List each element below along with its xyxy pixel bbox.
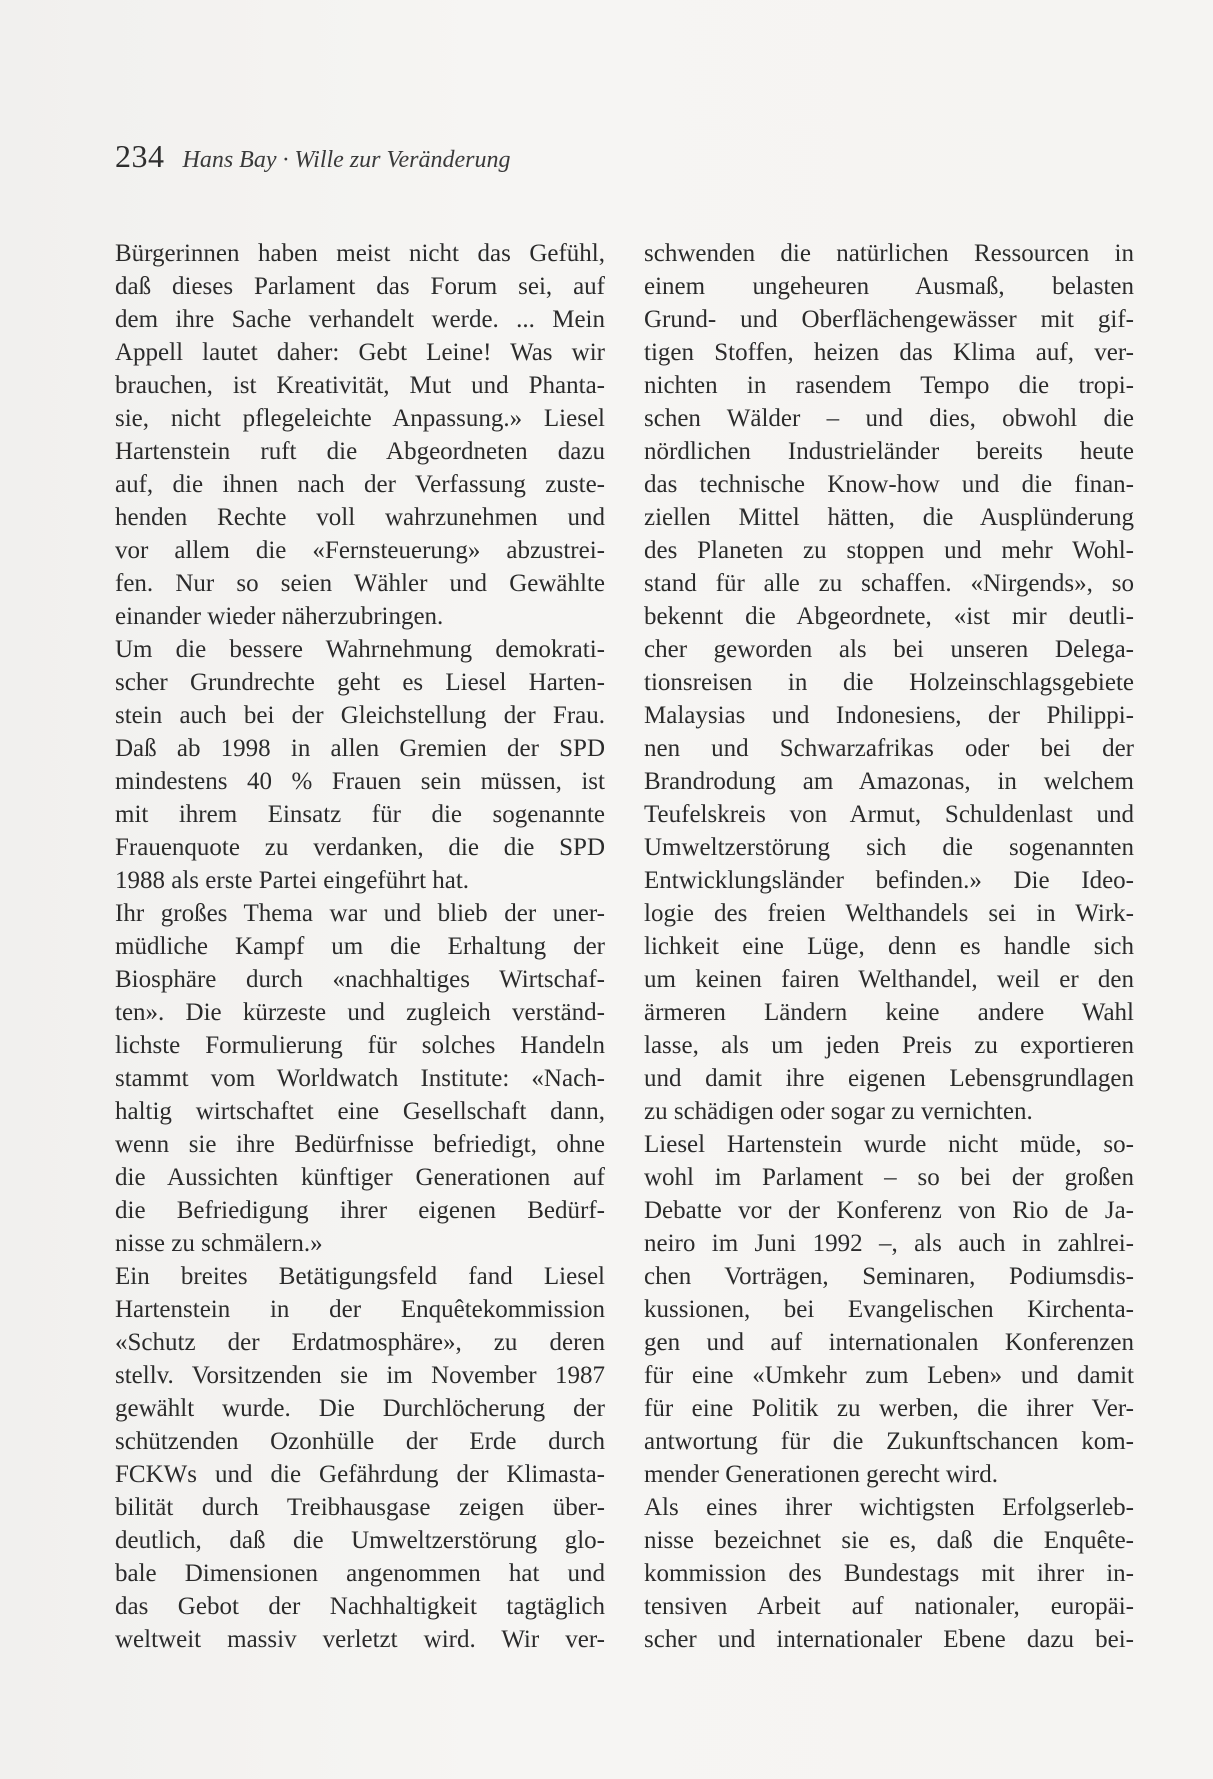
text-line: stammt vom Worldwatch Institute: «Nach- [115,1065,605,1092]
text-line: lichste Formulierung für solches Handeln [115,1032,605,1059]
text-line: 1988 als erste Partei eingeführt hat. [115,867,470,894]
text-line: deutlich, daß die Umweltzerstörung glo- [115,1527,605,1554]
text-line: Malaysias und Indonesiens, der Philippi- [644,702,1134,729]
text-line: Brandrodung am Amazonas, in welchem [644,768,1134,795]
text-line: auf, die ihnen nach der Verfassung zuste- [115,471,605,498]
text-line: ten». Die kürzeste und zugleich verständ- [115,999,605,1026]
text-line: bekennt die Abgeordnete, «ist mir deutli- [644,603,1134,630]
text-line: fen. Nur so seien Wähler und Gewählte [115,570,605,597]
text-line: Liesel Hartenstein wurde nicht müde, so- [644,1131,1134,1158]
text-line: Bürgerinnen haben meist nicht das Gefühl, [115,240,605,267]
text-line: tionsreisen in die Holzeinschlagsgebiete [644,669,1134,696]
text-line: müdliche Kampf um die Erhaltung der [115,933,605,960]
text-line: brauchen, ist Kreativität, Mut und Phanta- [115,372,605,399]
text-line: stand für alle zu schaffen. «Nirgends», so [644,570,1134,597]
text-line: nördlichen Industrieländer bereits heute [644,438,1134,465]
text-line: einem ungeheuren Ausmaß, belasten [644,273,1134,300]
text-line: kussionen, bei Evangelischen Kirchenta- [644,1296,1134,1323]
text-line: schützenden Ozonhülle der Erde durch [115,1428,605,1455]
text-line: schwenden die natürlichen Ressourcen in [644,240,1134,267]
text-line: um keinen fairen Welthandel, weil er den [644,966,1134,993]
text-line: logie des freien Welthandels sei in Wirk- [644,900,1134,927]
text-line: gen und auf internationalen Konferenzen [644,1329,1134,1356]
text-line: einander wieder näherzubringen. [115,603,444,630]
text-line: neiro im Juni 1992 –, als auch in zahlrei- [644,1230,1134,1257]
text-line: gewählt wurde. Die Durchlöcherung der [115,1395,605,1422]
text-line: cher geworden als bei unseren Delega- [644,636,1134,663]
text-line: chen Vorträgen, Seminaren, Podiumsdis- [644,1263,1134,1290]
text-line: Um die bessere Wahrnehmung demokrati- [115,636,605,663]
text-line: mender Generationen gerecht wird. [644,1461,999,1488]
text-line: und damit ihre eigenen Lebensgrundlagen [644,1065,1134,1092]
text-line: henden Rechte voll wahrzunehmen und [115,504,605,531]
paragraph [115,897,605,1260]
text-line: Debatte vor der Konferenz von Rio de Ja- [644,1197,1134,1224]
text-line: die Aussichten künftiger Generationen auf [115,1164,605,1191]
running-head [115,136,510,183]
paragraph [115,237,605,633]
text-line: stellv. Vorsitzenden sie im November 1987 [115,1362,605,1389]
text-line: vor allem die «Fernsteuerung» abzustrei- [115,537,605,564]
text-line: daß dieses Parlament das Forum sei, auf [115,273,605,300]
page-number: 234 [115,138,165,174]
text-line: Entwicklungsländer befinden.» Die Ideo- [644,867,1134,894]
text-line: Ein breites Betätigungsfeld fand Liesel [115,1263,605,1290]
text-line: lasse, als um jeden Preis zu exportieren [644,1032,1134,1059]
text-line: Frauenquote zu verdanken, die die SPD [115,834,605,861]
text-line: Biosphäre durch «nachhaltiges Wirtschaf- [115,966,605,993]
text-line: Grund- und Oberflächengewässer mit gif- [644,306,1134,333]
text-line: bilität durch Treibhausgase zeigen über- [115,1494,605,1521]
paragraph [644,1491,1134,1656]
left-text-column [115,237,605,1656]
text-line: ziellen Mittel hätten, die Ausplünderung [644,504,1134,531]
text-line: lichkeit eine Lüge, denn es handle sich [644,933,1134,960]
paragraph [644,1128,1134,1491]
paragraph [115,1260,605,1656]
text-line: wohl im Parlament – so bei der großen [644,1164,1134,1191]
text-line: scher Grundrechte geht es Liesel Harten- [115,669,605,696]
text-line: Hartenstein ruft die Abgeordneten dazu [115,438,605,465]
text-line: kommission des Bundestags mit ihrer in- [644,1560,1134,1587]
text-line: tensiven Arbeit auf nationaler, europäi- [644,1593,1134,1620]
text-line: Umweltzerstörung sich die sogenannten [644,834,1134,861]
text-line: weltweit massiv verletzt wird. Wir ver- [115,1626,605,1653]
text-line: ärmeren Ländern keine andere Wahl [644,999,1134,1026]
text-line: die Befriedigung ihrer eigenen Bedürf- [115,1197,605,1224]
text-line: haltig wirtschaftet eine Gesellschaft dann, [115,1098,605,1125]
text-line: nen und Schwarzafrikas oder bei der [644,735,1134,762]
text-line: Daß ab 1998 in allen Gremien der SPD [115,735,605,762]
text-line: nisse zu schmälern.» [115,1230,323,1257]
text-line: das Gebot der Nachhaltigkeit tagtäglich [115,1593,605,1620]
text-line: nisse bezeichnet sie es, daß die Enquête- [644,1527,1134,1554]
text-line: für eine «Umkehr zum Leben» und damit [644,1362,1134,1389]
text-line: Als eines ihrer wichtigsten Erfolgserleb- [644,1494,1134,1521]
text-line: Appell lautet daher: Gebt Leine! Was wir [115,339,605,366]
paragraph [115,633,605,897]
text-line: nichten in rasendem Tempo die tropi- [644,372,1134,399]
text-line: dem ihre Sache verhandelt werde. ... Mein [115,306,605,333]
text-line: FCKWs und die Gefährdung der Klimasta- [115,1461,605,1488]
text-line: antwortung für die Zukunftschancen kom- [644,1428,1134,1455]
text-line: Hartenstein in der Enquêtekommission [115,1296,605,1323]
text-line: scher und internationaler Ebene dazu bei- [644,1626,1134,1653]
running-title: Hans Bay · Wille zur Veränderung [182,147,511,173]
right-text-column [644,237,1134,1656]
text-line: Ihr großes Thema war und blieb der uner- [115,900,605,927]
text-line: mit ihrem Einsatz für die sogenannte [115,801,605,828]
text-line: stein auch bei der Gleichstellung der Frau. [115,702,605,729]
text-line: des Planeten zu stoppen und mehr Wohl- [644,537,1134,564]
text-line: «Schutz der Erdatmosphäre», zu deren [115,1329,605,1356]
text-line: sie, nicht pflegeleichte Anpassung.» Liesel [115,405,605,432]
text-line: zu schädigen oder sogar zu vernichten. [644,1098,1033,1125]
paragraph [644,237,1134,1128]
text-line: das technische Know-how und die finan- [644,471,1134,498]
text-line: wenn sie ihre Bedürfnisse befriedigt, ohne [115,1131,605,1158]
text-line: bale Dimensionen angenommen hat und [115,1560,605,1587]
text-line: mindestens 40 % Frauen sein müssen, ist [115,768,605,795]
text-line: Teufelskreis von Armut, Schuldenlast und [644,801,1134,828]
text-line: für eine Politik zu werben, die ihrer Ver- [644,1395,1134,1422]
text-line: tigen Stoffen, heizen das Klima auf, ver- [644,339,1134,366]
text-line: schen Wälder – und dies, obwohl die [644,405,1134,432]
